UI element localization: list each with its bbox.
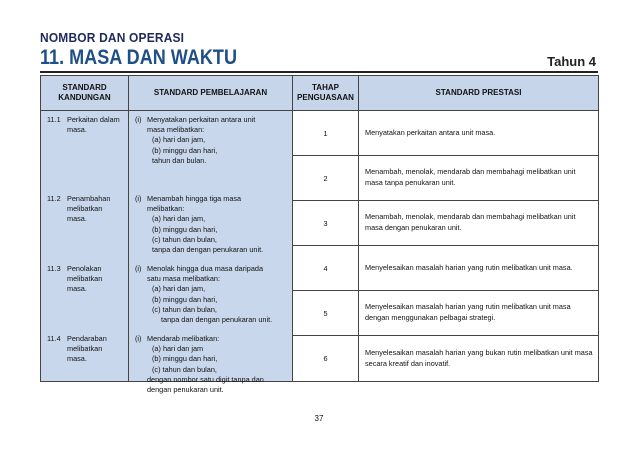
tahap-level: 3 — [293, 201, 359, 246]
page-title: 11. MASA DAN WAKTU — [40, 46, 238, 69]
table-row — [41, 111, 599, 156]
pembelajaran-line: masa melibatkan: — [147, 125, 205, 135]
pembelajaran-line: (a) hari dan jam, — [152, 214, 206, 224]
pembelajaran-line: tanpa dan dengan penukaran unit. — [161, 315, 273, 325]
pembelajaran-item — [135, 334, 300, 395]
tahap-level: 5 — [293, 291, 359, 336]
prestasi-description: Menyelesaikan masalah harian yang rutin melibatkan unit masa. — [359, 246, 599, 291]
pembelajaran-line: (a) hari dan jam, — [152, 135, 206, 145]
kandungan-name: Pendaraban melibatkan masa. — [67, 334, 107, 364]
kandungan-item — [47, 264, 125, 295]
curriculum-table — [40, 75, 599, 395]
pembelajaran-line: (b) minggu dan hari, — [152, 145, 218, 155]
header-standard-kandungan: STANDARD KANDUNGAN — [41, 76, 129, 111]
pembelajaran-line: dengan penukaran unit. — [147, 385, 224, 395]
prestasi-description: Menyatakan perkaitan antara unit masa. — [359, 111, 599, 156]
pembelajaran-item — [135, 194, 300, 255]
pembelajaran-line: satu masa melibatkan: — [147, 274, 221, 284]
pembelajaran-column — [129, 111, 293, 395]
tahap-level: 2 — [293, 156, 359, 201]
header-divider — [40, 71, 598, 73]
prestasi-description: Menambah, menolak, mendarab dan membahagi melibatkan unit masa dengan penukaran unit. — [359, 201, 599, 246]
kandungan-number: 11.1 — [47, 115, 61, 124]
pembelajaran-roman: (i) — [135, 264, 142, 273]
pembelajaran-line: (b) minggu dan hari, — [152, 354, 218, 364]
prestasi-description: Menyelesaikan masalah harian yang rutin melibatkan unit masa dengan menggunakan pelbagai strategi. — [359, 291, 599, 336]
tahap-level: 6 — [293, 336, 359, 382]
kandungan-item — [47, 334, 125, 365]
pembelajaran-item — [135, 115, 300, 166]
pembelajaran-line: (b) minggu dan hari, — [152, 294, 218, 304]
kandungan-name: Penolakan melibatkan masa. — [67, 264, 103, 294]
pembelajaran-line: (a) hari dan jam, — [152, 284, 206, 294]
table-header-row — [41, 76, 599, 111]
pembelajaran-line: melibatkan: — [147, 204, 185, 214]
page-number: 37 — [314, 414, 324, 423]
kandungan-number: 11.3 — [47, 264, 61, 273]
kandungan-name: Penambahan melibatkan masa. — [67, 194, 111, 224]
pembelajaran-line: Menolak hingga dua masa daripada — [147, 264, 264, 273]
pembelajaran-line: tanpa dan dengan penukaran unit. — [152, 245, 264, 255]
kandungan-item — [47, 115, 125, 135]
pembelajaran-line: tahun dan bulan. — [152, 155, 207, 165]
prestasi-description: Menambah, menolak, mendarab dan membahagi melibatkan unit masa tanpa penukaran unit. — [359, 156, 599, 201]
pembelajaran-line: (c) tahun dan bulan, — [152, 364, 217, 374]
year-label: Tahun 4 — [547, 54, 596, 69]
pembelajaran-item — [135, 264, 300, 325]
kandungan-item — [47, 194, 125, 225]
header-standard-pembelajaran: STANDARD PEMBELAJARAN — [129, 76, 293, 111]
header-standard-prestasi: STANDARD PRESTASI — [359, 76, 599, 111]
prestasi-description: Menyelesaikan masalah harian yang bukan rutin melibatkan unit masa secara kreatif dan inovatif. — [359, 336, 599, 382]
pembelajaran-line: (c) tahun dan bulan, — [152, 304, 217, 314]
pembelajaran-roman: (i) — [135, 334, 142, 343]
kandungan-column — [41, 111, 129, 382]
tahap-level: 1 — [293, 111, 359, 156]
pembelajaran-line: Menyatakan perkaitan antara unit — [147, 115, 256, 124]
kandungan-number: 11.2 — [47, 194, 61, 203]
kandungan-name: Perkaitan dalam masa. — [67, 115, 120, 135]
pembelajaran-line: Menambah hingga tiga masa — [147, 194, 242, 203]
pembelajaran-line: Mendarab melibatkan: — [147, 334, 220, 343]
pembelajaran-roman: (i) — [135, 115, 142, 124]
section-subject: NOMBOR DAN OPERASI — [40, 30, 185, 45]
pembelajaran-line: (a) hari dan jam — [152, 344, 204, 354]
tahap-level: 4 — [293, 246, 359, 291]
header-tahap-penguasaan: TAHAP PENGUASAAN — [293, 76, 359, 111]
pembelajaran-line: (b) minggu dan hari, — [152, 224, 218, 234]
pembelajaran-line: dengan nombor satu digit tanpa dan — [147, 374, 264, 384]
pembelajaran-line: (c) tahun dan bulan, — [152, 234, 217, 244]
pembelajaran-roman: (i) — [135, 194, 142, 203]
kandungan-number: 11.4 — [47, 334, 61, 343]
